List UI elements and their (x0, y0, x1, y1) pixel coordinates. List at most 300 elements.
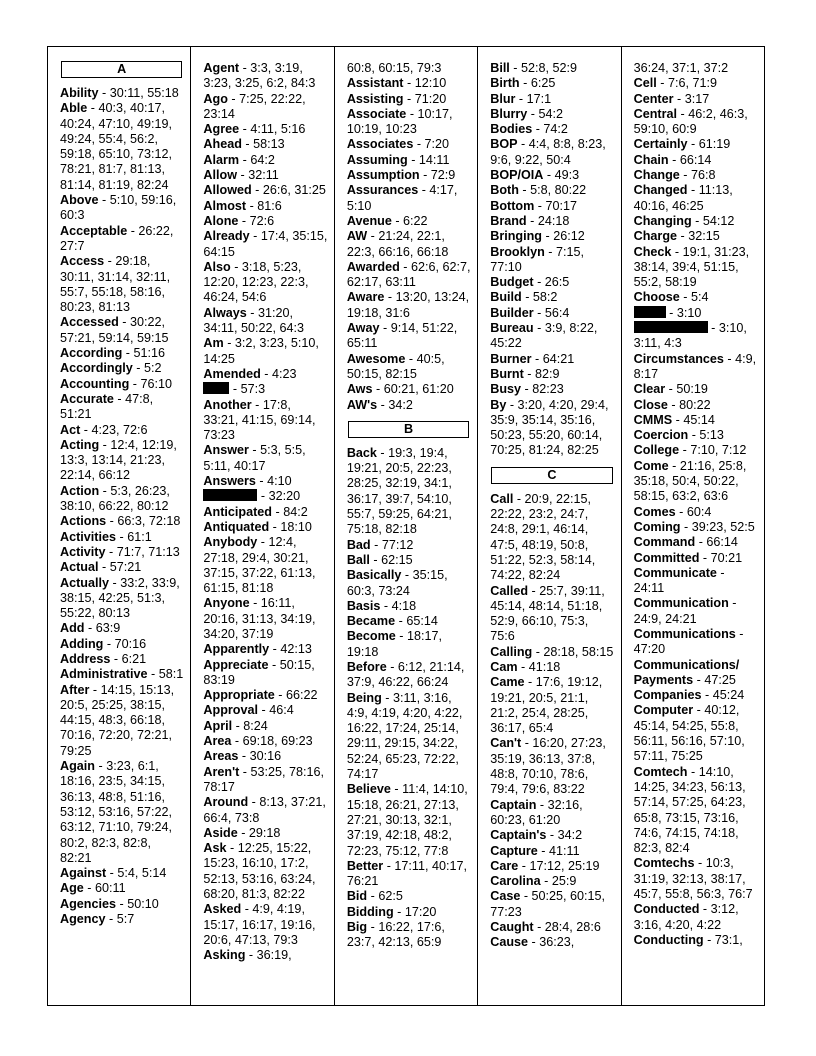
index-entry-comtechs (634, 856, 758, 902)
term-separator: - (679, 168, 692, 183)
term-separator: - (238, 749, 250, 764)
term-separator: - (80, 422, 92, 437)
index-entry-access (60, 254, 184, 315)
index-term: Also (203, 259, 231, 274)
page-references: 6:22 (403, 213, 428, 228)
index-entry-bodies (490, 122, 614, 137)
index-term: Build (490, 290, 522, 305)
term-separator: - (103, 636, 115, 651)
index-entry-add (60, 621, 184, 636)
term-separator: - (129, 376, 141, 391)
index-entry-appropriate (203, 688, 327, 703)
index-entry-blurry (490, 107, 614, 122)
index-term: Am (203, 336, 224, 351)
term-separator: - (537, 843, 550, 858)
term-separator: - (122, 346, 134, 361)
page-references: 3:17 (684, 91, 710, 106)
term-separator: - (699, 902, 711, 917)
index-term: Accounting (60, 376, 130, 391)
index-term: Come (633, 458, 669, 473)
term-separator: - (407, 152, 419, 167)
index-entry-both (490, 183, 614, 198)
index-entry-certainly (634, 137, 758, 152)
index-entry-caught (490, 920, 614, 935)
index-term: Carolina (490, 874, 541, 889)
page-references: 82:23 (532, 382, 564, 397)
index-term: Anticipated (203, 504, 272, 519)
page-references: 41:11 (549, 843, 580, 858)
index-term: Brand (490, 213, 527, 228)
index-entry-agent (203, 61, 327, 92)
index-term: Basically (346, 568, 402, 583)
index-entry-aw-s (347, 398, 471, 413)
index-entry-actually (60, 576, 184, 622)
index-term: Blurry (490, 106, 528, 121)
index-term: Add (60, 621, 85, 636)
index-term: Communications (633, 626, 736, 641)
term-separator: - (668, 152, 680, 167)
index-term: Awesome (346, 351, 406, 366)
index-entry-called (490, 584, 614, 645)
page-references: 58:13 (253, 137, 285, 152)
index-term: Able (60, 101, 88, 116)
index-entry-ball (347, 553, 471, 568)
index-term: Cell (633, 76, 657, 91)
page-references: 4:4, 8:8, 8:23, 9:6, 9:22, 50:4 (490, 137, 606, 167)
term-separator: - (255, 474, 268, 489)
index-entry-brand (490, 214, 614, 229)
redacted-entry (634, 321, 758, 352)
term-separator: - (527, 106, 539, 121)
index-entry-chain (634, 153, 758, 168)
index-term: Coercion (633, 428, 689, 443)
page-references: 31:20, 34:11, 50:22, 64:3 (203, 305, 305, 336)
page-references: 6:21 (121, 651, 147, 666)
index-entry-command (634, 535, 758, 550)
index-entry-bottom (490, 199, 614, 214)
redaction-block (634, 306, 666, 318)
page-references: 5:10, 59:16, 60:3 (60, 193, 177, 223)
term-separator: - (257, 489, 269, 504)
page-references: 30:16 (249, 749, 282, 764)
index-term: Bidding (346, 904, 394, 919)
page-references: 18:10 (280, 519, 312, 534)
term-separator: - (672, 412, 684, 427)
index-term: Asking (203, 948, 246, 963)
page-references: 3:10 (676, 305, 702, 320)
index-term: Apparently (203, 642, 270, 657)
term-separator: - (98, 560, 110, 575)
index-term: Calling (490, 644, 533, 659)
index-entry-apparently (203, 642, 327, 657)
page-references: 21:16, 25:8, 35:18, 50:4, 50:22, 58:15, 63:2, 63:6 (633, 458, 747, 504)
term-separator: - (395, 614, 407, 629)
page-references: 70:21 (710, 550, 743, 565)
index-term: Close (633, 397, 668, 412)
index-entry-basis (347, 599, 471, 614)
index-entry-again (60, 759, 184, 866)
index-entry-can-t (490, 736, 614, 797)
index-entry-above (60, 193, 184, 224)
term-separator: - (386, 659, 398, 674)
term-separator: - (105, 912, 117, 927)
term-separator: - (268, 657, 280, 672)
term-separator: - (399, 259, 411, 274)
page-references: 61:1 (127, 529, 152, 544)
page-references: 3:12, 3:16, 4:20, 4:22 (633, 902, 739, 932)
page-references: 26:12 (553, 229, 585, 244)
index-term: Communication (633, 596, 729, 611)
index-term: College (633, 443, 680, 458)
index-page (47, 46, 765, 1006)
index-term: Comtechs (633, 856, 695, 871)
index-term: Away (346, 321, 380, 336)
page-references: 77:12 (381, 537, 414, 552)
page-references: 3:23, 6:1, 18:16, 23:5, 34:15, 36:13, 48:8, 51:16, 53:12, 53:16, 57:22, 63:12, 71:10, 79:24, 80:2, 82:3, 82:8, 82:21 (60, 759, 173, 865)
term-separator: - (227, 91, 240, 106)
term-separator: - (99, 437, 111, 452)
page-references: 16:22, 17:6, 23:7, 42:13, 65:9 (346, 920, 445, 950)
index-entry-accurate (60, 392, 184, 423)
index-term: Can't (490, 736, 522, 751)
index-term: CMMS (633, 412, 673, 427)
term-separator: - (667, 397, 680, 412)
page-references: 19:3, 19:4, 19:21, 20:5, 22:23, 28:25, 32:19, 34:1, 36:17, 39:7, 54:10, 55:7, 59:25, 64:21, 75:18, 82:18 (346, 445, 452, 537)
index-entry-calling (490, 645, 614, 660)
term-separator: - (518, 183, 531, 198)
term-separator: - (271, 504, 284, 519)
index-term: Became (346, 614, 396, 629)
index-entry-alarm (203, 153, 327, 168)
index-entry-come (634, 459, 758, 505)
index-term: Clear (633, 382, 666, 397)
term-separator: - (237, 168, 249, 183)
index-entry-better (347, 859, 471, 890)
page-references: 3:3, 3:19, 3:23, 3:25, 6:2, 84:3 (203, 61, 316, 91)
index-entry-assisting (347, 92, 471, 107)
page-references: 9:14, 51:22, 65:11 (346, 321, 458, 351)
index-entry-cmms (634, 413, 758, 428)
page-references: 18:17, 19:18 (346, 629, 443, 659)
index-entry-became (347, 614, 471, 629)
term-separator: - (546, 828, 558, 843)
page-references: 72:9 (430, 168, 456, 183)
page-references: 36:23, (539, 935, 575, 950)
term-separator: - (104, 254, 116, 269)
index-entry-clear (634, 382, 758, 397)
page-references: 24:9, 24:21 (633, 611, 697, 626)
index-entry-alone (203, 214, 327, 229)
index-entry-administrative (60, 667, 184, 682)
index-term: Assurances (346, 183, 419, 198)
index-term: Act (60, 422, 81, 437)
index-term: Check (633, 244, 672, 259)
index-term: BOP/OIA (490, 168, 544, 183)
term-separator: - (521, 382, 533, 397)
index-term: Answers (203, 474, 256, 489)
term-separator: - (526, 213, 538, 228)
term-separator: - (520, 889, 532, 904)
term-separator: - (87, 101, 99, 116)
index-term: Before (346, 659, 387, 674)
page-references: 66:22 (285, 688, 318, 703)
page-references: 34:2 (388, 397, 413, 412)
term-separator: - (257, 535, 269, 550)
term-separator: - (239, 61, 251, 75)
page-references: 70:17 (545, 198, 578, 213)
index-entry-anybody (203, 535, 327, 596)
page-references: 4:10 (267, 474, 292, 489)
page-references: 47:8, 51:21 (60, 391, 154, 422)
index-term: Cam (490, 659, 518, 674)
index-entry-bid (347, 889, 471, 904)
index-entry-captain-s (490, 828, 614, 843)
index-term: Ask (203, 841, 227, 856)
page-references: 36:19, (256, 948, 292, 963)
index-term: Administrative (60, 667, 148, 682)
term-separator: - (728, 596, 737, 611)
page-references: 50:15, 83:19 (203, 657, 315, 687)
term-separator: - (383, 858, 395, 873)
page-references: 26:6, 31:25 (262, 183, 326, 198)
index-term: Alarm (203, 152, 240, 167)
page-references: 50:25, 60:15, 77:23 (490, 889, 606, 919)
index-entry-around (203, 795, 327, 826)
page-references: 28:18, 58:15 (543, 644, 614, 659)
page-references: 4:9, 4:19, 15:17, 16:17, 19:16, 20:6, 47:13, 79:3 (203, 902, 316, 947)
index-term: After (60, 682, 90, 697)
index-entry-assuming (347, 153, 471, 168)
index-entry-bill (490, 61, 614, 76)
index-entry-computer (634, 703, 758, 764)
index-term: Came (490, 675, 525, 690)
term-separator: - (116, 896, 128, 911)
index-entry-circumstances (634, 352, 758, 383)
index-entry-continued (347, 61, 471, 76)
term-separator: - (110, 651, 122, 666)
term-separator: - (251, 397, 263, 412)
page-references: 24:18 (537, 213, 570, 228)
index-term: Acting (60, 437, 100, 452)
index-term: Answer (203, 443, 249, 458)
page-references: 60:4 (686, 504, 712, 519)
index-entry-comtech (634, 765, 758, 857)
page-references: 5:8, 80:22 (530, 183, 587, 198)
index-term: Assumption (346, 168, 420, 183)
term-separator: - (248, 795, 260, 810)
index-entry-answer (203, 443, 327, 474)
term-separator: - (377, 397, 389, 412)
index-entry-acting (60, 438, 184, 484)
index-entry-allowed (203, 183, 327, 198)
index-entry-build (490, 290, 614, 305)
index-term: AW (346, 229, 368, 244)
index-term: Address (60, 651, 111, 666)
index-entry-builder (490, 306, 614, 321)
index-entry-bidding (347, 905, 471, 920)
page-references: 76:8 (691, 168, 716, 183)
term-separator: - (528, 583, 540, 598)
index-entry-care (490, 859, 614, 874)
index-term: Agency (60, 912, 106, 927)
term-separator: - (98, 86, 110, 100)
term-separator: - (241, 137, 254, 152)
page-references: 72:6 (249, 213, 275, 228)
term-separator: - (367, 889, 379, 904)
term-separator: - (687, 183, 699, 198)
index-entry-agencies (60, 897, 184, 912)
index-entry-communicate (634, 566, 758, 597)
index-entry-choose (634, 290, 758, 305)
term-separator: - (687, 764, 699, 779)
term-separator: - (405, 351, 417, 366)
index-entry-burnt (490, 367, 614, 382)
term-separator: - (701, 688, 713, 703)
index-term: Assuming (346, 152, 408, 167)
index-term: Bureau (490, 321, 534, 336)
term-separator: - (89, 682, 101, 697)
page-references: 7:15, 77:10 (490, 244, 585, 274)
term-separator: - (691, 213, 703, 228)
index-term: Agencies (60, 896, 116, 911)
index-entry-before (347, 660, 471, 691)
term-separator: - (693, 703, 705, 718)
term-separator: - (116, 529, 128, 544)
term-separator: - (707, 321, 719, 336)
index-entry-ability (60, 86, 184, 101)
section-letter-c: C (491, 467, 612, 484)
term-separator: - (395, 629, 408, 644)
term-separator: - (532, 644, 544, 659)
page-references: 49:3 (554, 168, 580, 183)
index-entry-case (490, 889, 614, 920)
index-entry-also (203, 260, 327, 306)
page-references: 73:1, (714, 932, 743, 947)
index-term: Accordingly (60, 361, 133, 376)
index-entry-being (347, 691, 471, 783)
index-entry-burner (490, 352, 614, 367)
term-separator: - (515, 91, 527, 106)
index-term: Capture (490, 843, 538, 858)
page-references: 26:22, 27:7 (60, 223, 174, 253)
index-entry-continued (634, 61, 758, 76)
term-separator: - (231, 734, 243, 749)
redaction-block (203, 489, 257, 501)
page-references: 40:3, 40:17, 40:24, 47:10, 49:19, 49:24, 55:4, 56:2, 59:18, 65:10, 73:12, 78:21, 81:7, 81:13, 81:14, 81:19, 82:24 (60, 101, 173, 192)
page-references: 11:13, 40:16, 46:25 (633, 183, 733, 213)
index-entry-busy (490, 382, 614, 397)
page-references: 64:2 (250, 152, 275, 167)
term-separator: - (723, 351, 736, 366)
term-separator: - (694, 856, 706, 871)
index-entry-birth (490, 76, 614, 91)
index-term: Care (490, 858, 519, 873)
page-references: 57:3 (240, 382, 266, 397)
page-references: 46:2, 46:3, 59:10, 60:9 (633, 106, 748, 137)
term-separator: - (232, 718, 244, 733)
term-separator: - (391, 213, 404, 228)
page-references: 7:25, 22:22, 23:14 (203, 91, 306, 121)
index-entry-amended (203, 367, 327, 382)
index-term: Above (60, 193, 99, 208)
page-references: 71:20 (414, 91, 447, 106)
term-separator: - (229, 382, 241, 397)
term-separator: - (544, 244, 557, 259)
term-separator: - (245, 948, 257, 963)
index-term: Caught (490, 920, 534, 935)
index-entry-assurances (347, 183, 471, 214)
page-references: 5:3, 26:23, 38:10, 66:22, 80:12 (60, 483, 170, 514)
page-references: 60:21, 61:20 (383, 382, 454, 397)
term-separator: - (381, 690, 393, 705)
index-term: Being (346, 690, 382, 705)
page-references: 35:15, 60:3, 73:24 (346, 568, 448, 598)
term-separator: - (528, 935, 540, 950)
index-entry-ahead (203, 137, 327, 152)
index-entry-areas (203, 749, 327, 764)
index-entry-action (60, 484, 184, 515)
index-entry-able (60, 101, 184, 193)
term-separator: - (679, 443, 691, 458)
page-references: 19:1, 31:23, 38:14, 39:4, 51:15, 55:2, 58:19 (633, 244, 750, 290)
page-references: 24:11 (633, 581, 665, 596)
index-term: Computer (633, 703, 694, 718)
page-references: 62:6, 62:7, 62:17, 63:11 (346, 259, 471, 290)
index-term: BOP (490, 137, 518, 152)
index-term: Accurate (60, 391, 114, 406)
index-entry-captain (490, 798, 614, 829)
page-references: 12:25, 15:22, 15:23, 16:10, 17:2, 52:13, 53:16, 63:24, 68:20, 81:3, 82:22 (203, 841, 316, 902)
index-term: Alone (203, 213, 239, 228)
index-entry-avenue (347, 214, 471, 229)
index-term: Against (60, 866, 107, 881)
page-references: 57:21 (109, 560, 142, 575)
index-entry-according (60, 346, 184, 361)
index-entry-bop (490, 137, 614, 168)
page-references: 12:10 (414, 76, 447, 91)
term-separator: - (258, 703, 270, 718)
page-references: 3:2, 3:23, 5:10, 14:25 (203, 336, 319, 366)
page-references: 60:11 (95, 881, 126, 896)
index-entry-address (60, 652, 184, 667)
index-entry-comes (634, 505, 758, 520)
index-term: Aware (346, 290, 385, 305)
page-references: 17:20 (404, 904, 437, 919)
term-separator: - (384, 290, 396, 305)
term-separator: - (106, 514, 118, 529)
index-term: Changed (633, 183, 688, 198)
index-term: Companies (633, 688, 702, 703)
term-separator: - (239, 764, 251, 779)
index-term: Adding (60, 636, 104, 651)
index-entry-act (60, 423, 184, 438)
index-term: Believe (346, 782, 391, 797)
index-term: April (203, 718, 233, 733)
page-references: 50:19 (676, 382, 708, 397)
index-term: Action (60, 483, 100, 498)
term-separator: - (699, 550, 711, 565)
term-separator: - (533, 920, 545, 935)
page-references: 46:4 (269, 703, 294, 718)
index-term: Bad (346, 537, 371, 552)
term-separator: - (109, 575, 121, 590)
term-separator: - (223, 336, 235, 351)
page-references: 58:2 (532, 290, 558, 305)
section-letter-b: B (348, 421, 469, 438)
index-term: Circumstances (633, 351, 724, 366)
page-references: 20:9, 22:15, 22:22, 23:2, 24:7, 24:8, 29:1, 46:14, 47:5, 48:19, 50:8, 51:22, 52:3, 58:14, 74:22, 82:24 (490, 491, 596, 583)
index-term: By (490, 397, 507, 412)
